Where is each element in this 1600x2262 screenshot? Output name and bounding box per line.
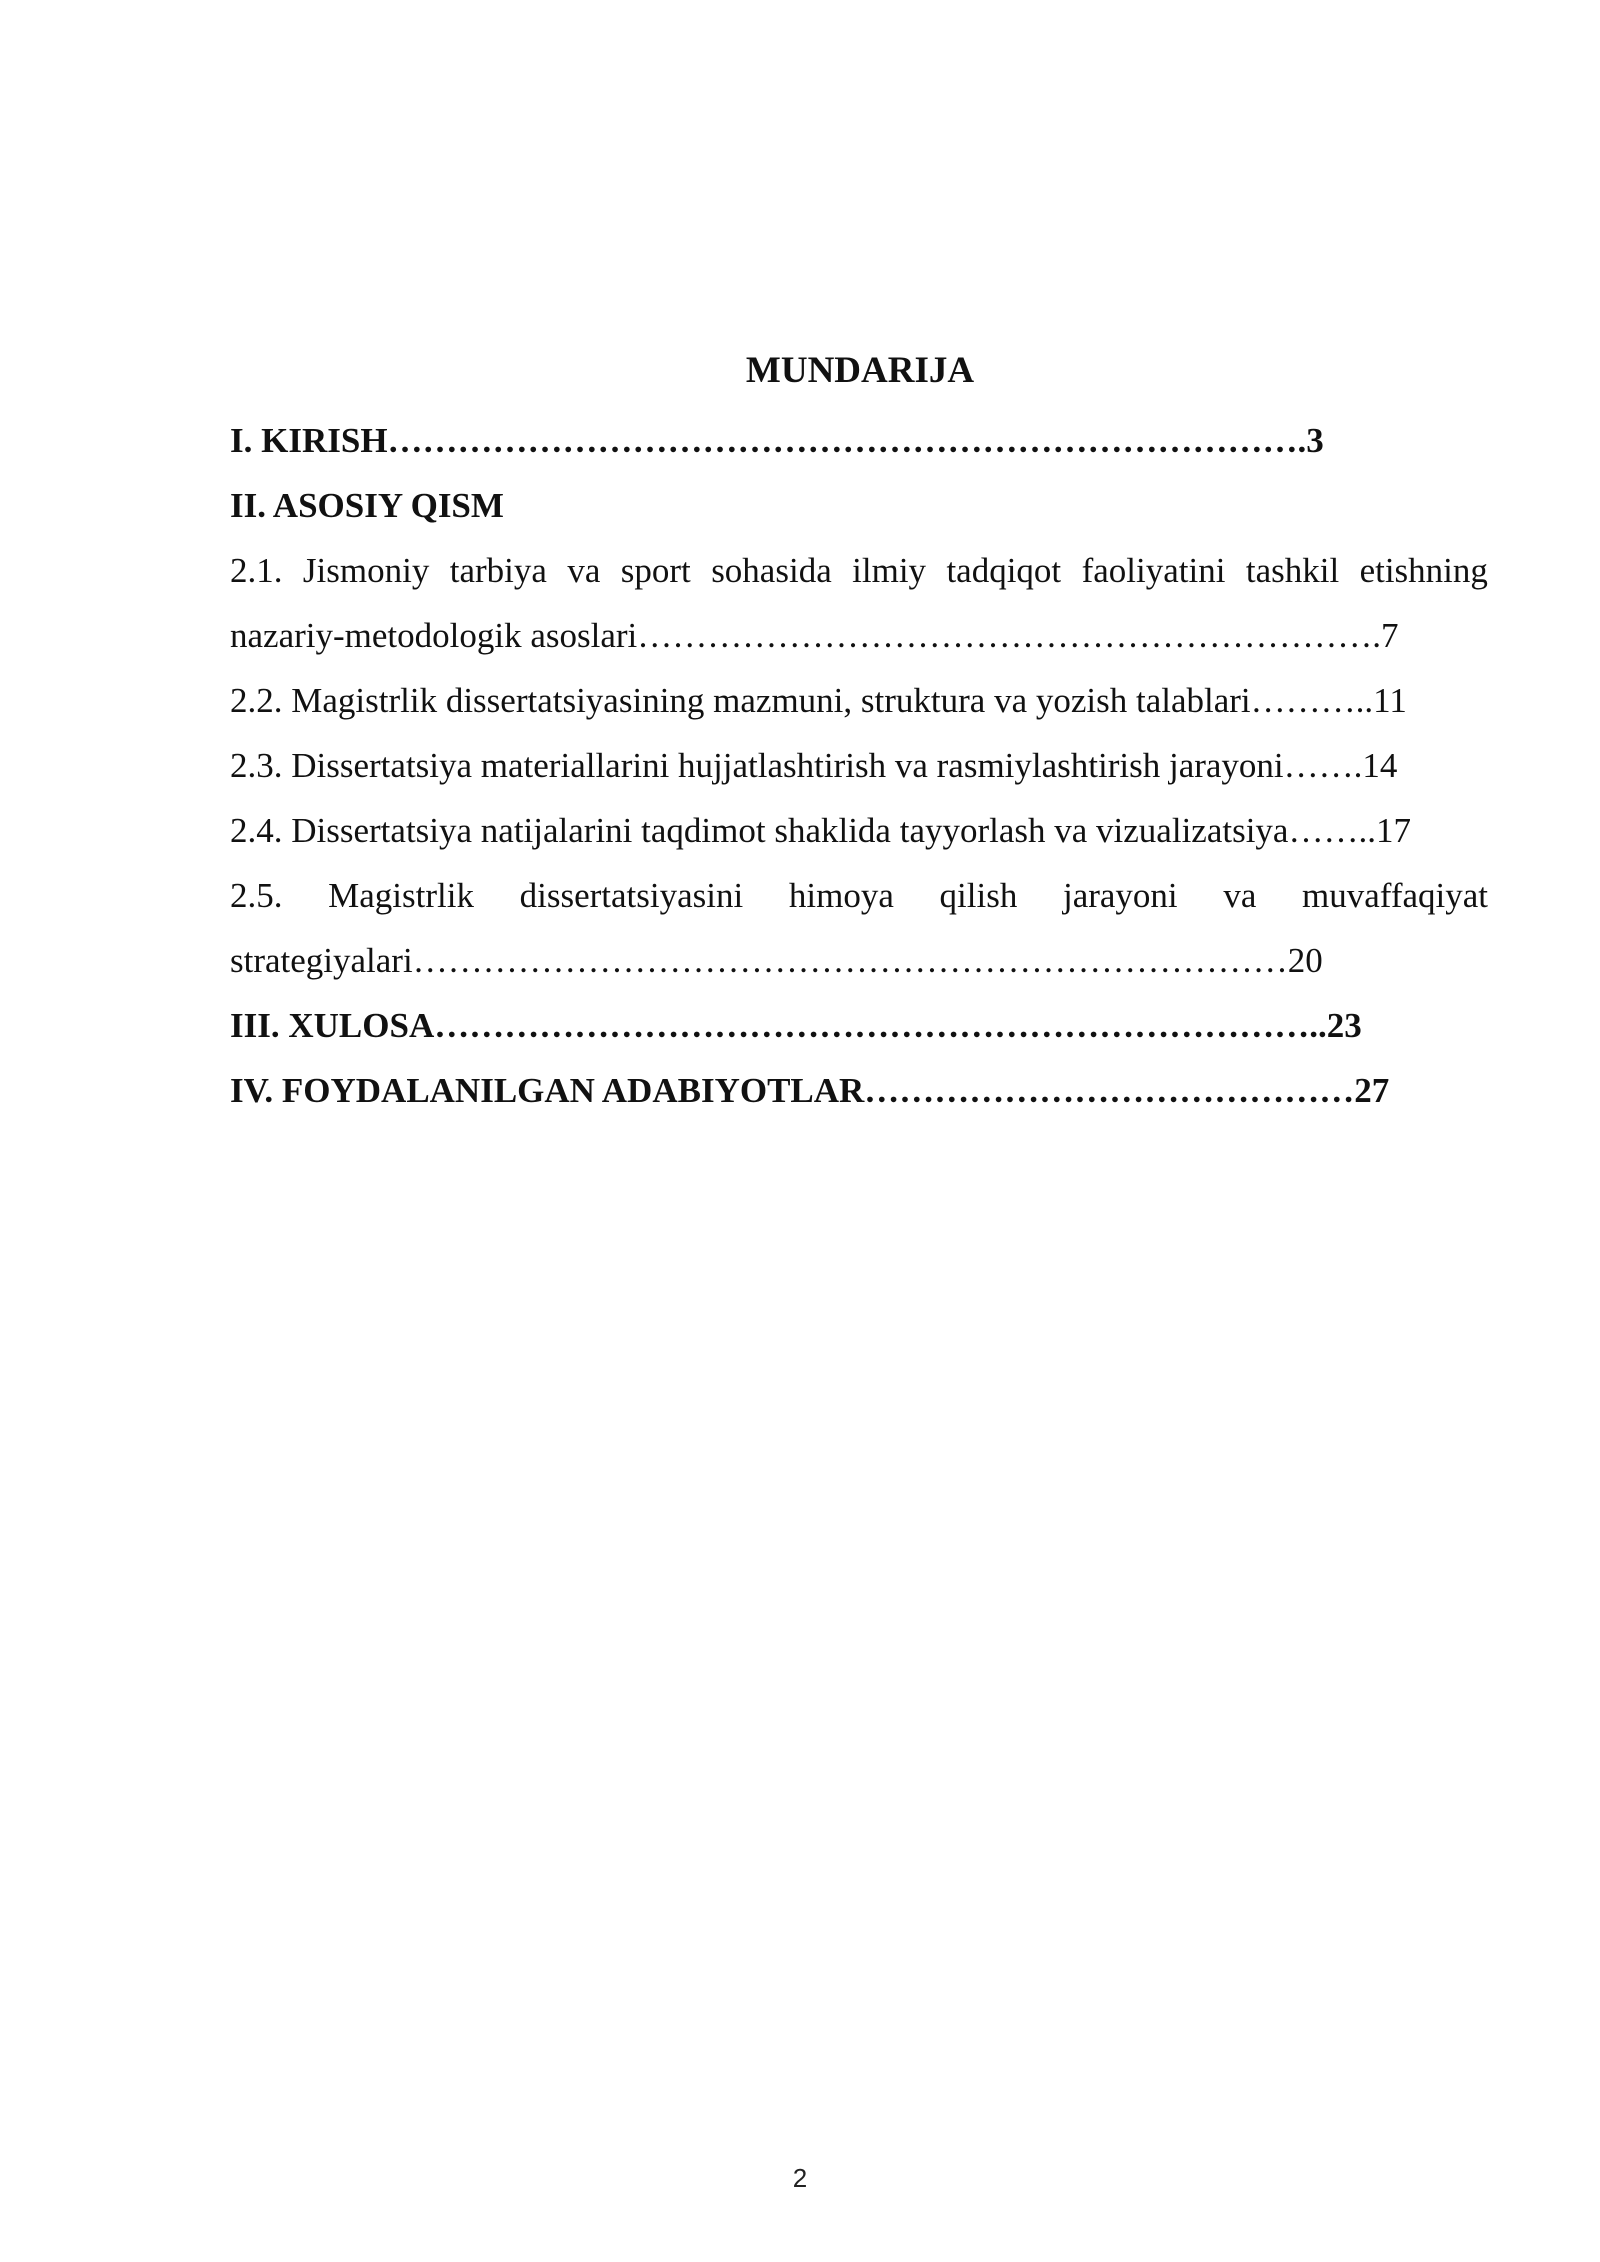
toc-word: 2.1.: [230, 551, 283, 590]
toc-word: jarayoni: [1062, 876, 1178, 915]
toc-word: muvaffaqiyat: [1302, 876, 1488, 915]
toc-word: sohasida: [711, 551, 832, 590]
toc-word: Jismoniy: [302, 551, 430, 590]
toc-word: dissertatsiyasini: [519, 876, 744, 915]
toc-word: tarbiya: [449, 551, 547, 590]
toc-word: ilmiy: [852, 551, 927, 590]
toc-entry-adabiyotlar: IV. FOYDALANILGAN ADABIYOTLAR……………………………………27: [230, 1071, 1390, 1110]
toc-entry-2-1-line1: [230, 538, 1488, 603]
toc-entry-2-5-line1: [230, 863, 1488, 928]
toc-entry-2-2: 2.2. Magistrlik dissertatsiyasining mazmuni, struktura va yozish talablari………..11: [230, 681, 1407, 720]
toc-entry-asosiy-qism: II. ASOSIY QISM: [230, 486, 504, 525]
toc-entry-2-1-line2: nazariy-metodologik asoslari……………………………………………………….7: [230, 616, 1399, 655]
toc-word: tadqiqot: [946, 551, 1062, 590]
toc-word: sport: [620, 551, 691, 590]
table-of-contents: [230, 408, 1488, 1123]
toc-word: 2.5.: [230, 876, 283, 915]
toc-word: faoliyatini: [1081, 551, 1226, 590]
toc-word: himoya: [788, 876, 894, 915]
toc-entry-2-5-line2: strategiyalari…………………………………………………………………20: [230, 941, 1323, 980]
toc-entry-kirish: I. KIRISH…………………………………………………………………….3: [230, 421, 1324, 460]
toc-entry-2-4: 2.4. Dissertatsiya natijalarini taqdimot shaklida tayyorlash va vizualizatsiya……..17: [230, 811, 1411, 850]
page-number: 2: [792, 2163, 808, 2193]
toc-entry-xulosa: III. XULOSA…………………………………………………………………..23: [230, 1006, 1362, 1045]
toc-word: qilish: [939, 876, 1018, 915]
toc-word: Magistrlik: [328, 876, 474, 915]
toc-entry-2-3: 2.3. Dissertatsiya materiallarini hujjatlashtirish va rasmiylashtirish jarayoni…….14: [230, 746, 1398, 785]
toc-word: tashkil: [1245, 551, 1340, 590]
toc-word: etishning: [1359, 551, 1488, 590]
page-title: MUNDARIJA: [745, 350, 975, 391]
toc-word: va: [1223, 876, 1257, 915]
toc-word: va: [567, 551, 601, 590]
